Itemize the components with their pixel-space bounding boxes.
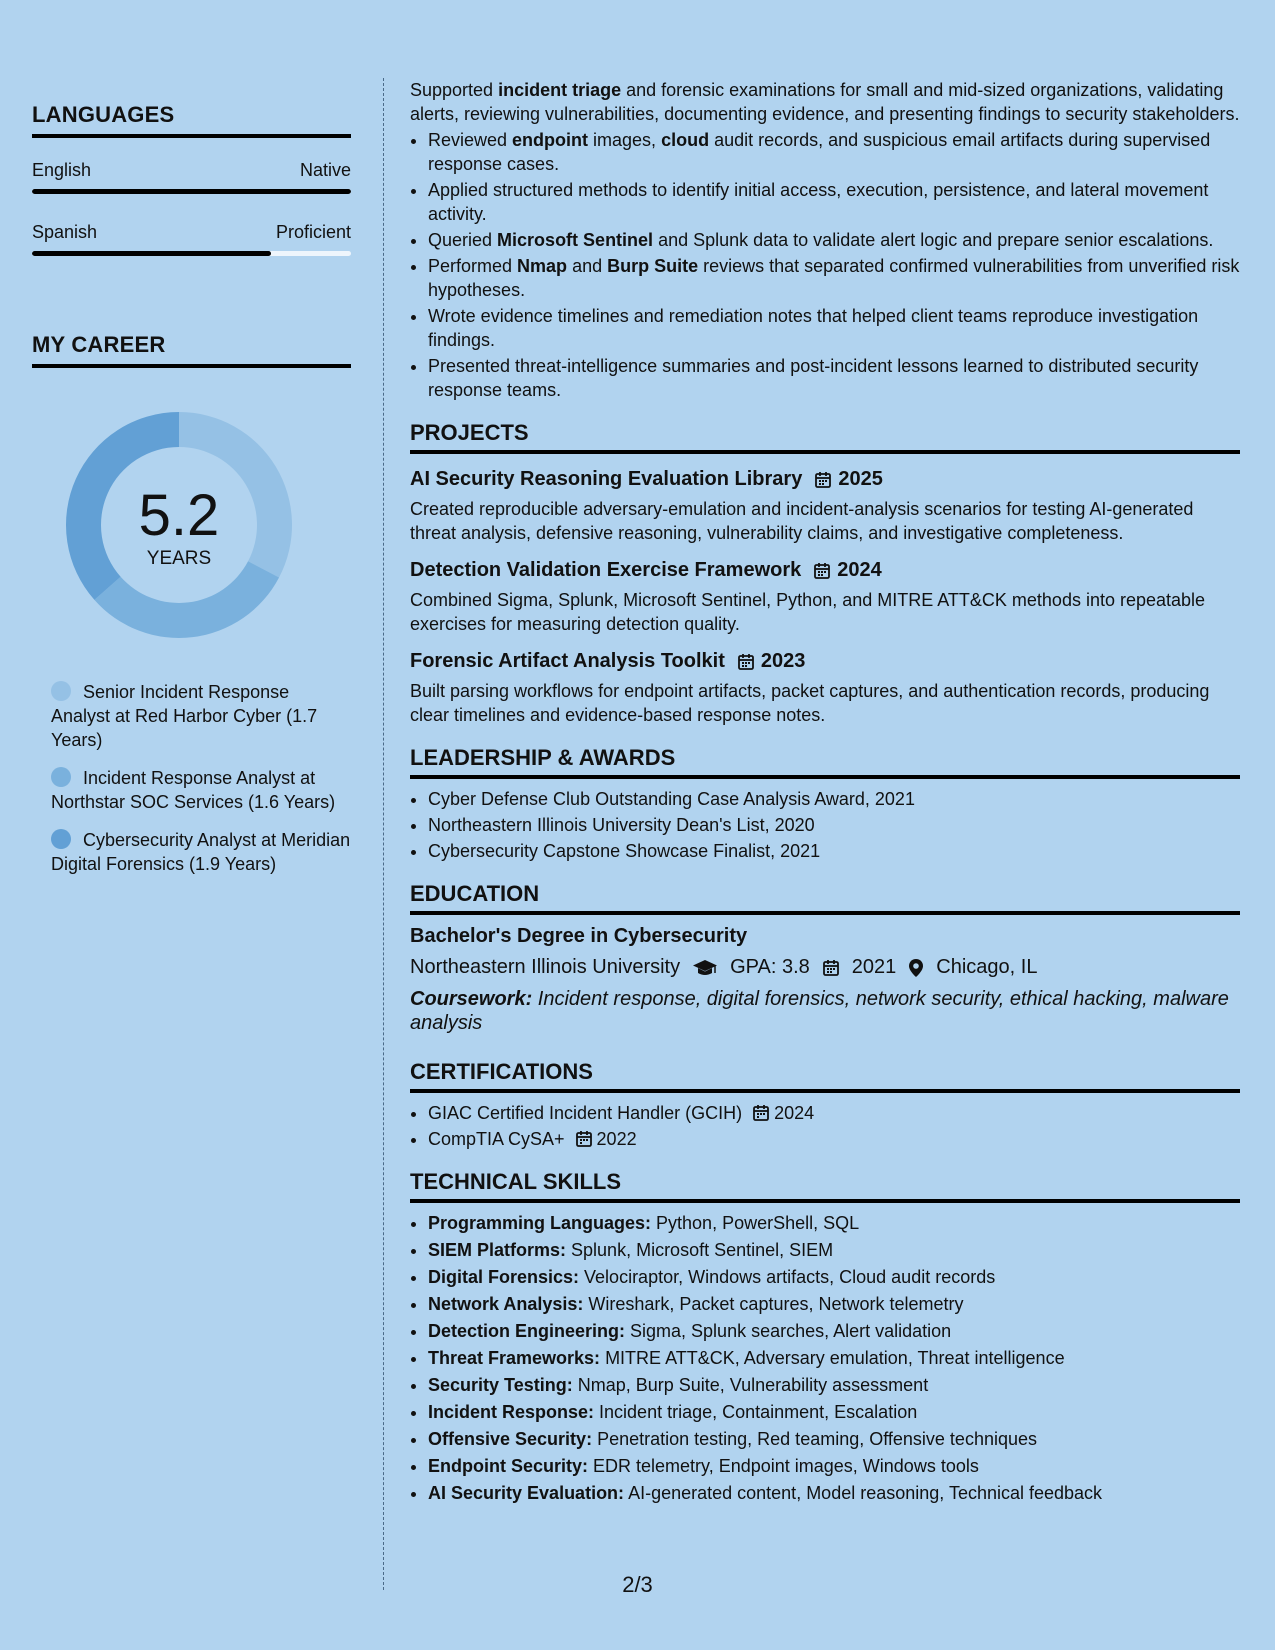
skill-item xyxy=(428,1211,1240,1235)
experience-bullet: • Presented threat-intelligence summaries and post-incident lessons learned to distributed security response teams. xyxy=(428,354,1240,402)
experience-bullet: • Wrote evidence timelines and remediation notes that helped client teams reproduce investigation findings. xyxy=(428,304,1240,352)
career-legend-label: Incident Response Analyst at Northstar SOC Services (1.6 Years) xyxy=(51,768,336,812)
skill-item xyxy=(428,1427,1240,1451)
education-location: Chicago, IL xyxy=(936,956,1038,978)
skill-label: Security Testing: xyxy=(428,1375,573,1395)
project-name: Forensic Artifact Analysis Toolkit xyxy=(410,650,725,672)
language-proficiency-fill xyxy=(32,251,271,256)
project-name: Detection Validation Exercise Framework xyxy=(410,559,802,581)
certification-year: 2022 xyxy=(596,1129,637,1149)
projects-heading: PROJECTS xyxy=(410,420,1240,454)
certification-name: GIAC Certified Incident Handler (GCIH) xyxy=(428,1103,743,1123)
skill-value: Wireshark, Packet captures, Network telemetry xyxy=(583,1294,964,1314)
skill-item xyxy=(428,1265,1240,1289)
award-item: • Northeastern Illinois University Dean's List, 2020 xyxy=(428,813,1240,837)
language-level: Proficient xyxy=(275,222,351,242)
bold-span: Microsoft Sentinel xyxy=(497,230,654,250)
sidebar xyxy=(32,78,351,890)
legend-dot-icon xyxy=(51,767,71,787)
skill-value: Velociraptor, Windows artifacts, Cloud audit records xyxy=(579,1267,996,1287)
certification-name: CompTIA CySA+ xyxy=(428,1129,565,1149)
skill-item xyxy=(428,1319,1240,1343)
donut-segment xyxy=(94,561,279,638)
bold-span: Nmap xyxy=(517,256,568,276)
certification-item xyxy=(428,1127,1240,1151)
bold-span: endpoint xyxy=(512,130,589,150)
language-proficiency-bar xyxy=(32,189,351,194)
skill-value: MITRE ATT&CK, Adversary emulation, Threat intelligence xyxy=(600,1348,1065,1368)
bold-span: cloud xyxy=(661,130,710,150)
skill-label: Endpoint Security: xyxy=(428,1456,589,1476)
legend-dot-icon xyxy=(51,681,71,701)
skill-value: Incident triage, Containment, Escalation xyxy=(594,1402,918,1422)
education-year: 2021 xyxy=(851,956,897,978)
skill-item xyxy=(428,1481,1240,1505)
career-legend-label: Cybersecurity Analyst at Meridian Digital Forensics (1.9 Years) xyxy=(51,830,351,874)
certification-year: 2024 xyxy=(774,1103,815,1123)
award-item: • Cybersecurity Capstone Showcase Finalist, 2021 xyxy=(428,839,1240,863)
language-proficiency-fill xyxy=(32,189,351,194)
skill-item xyxy=(428,1346,1240,1370)
career-legend xyxy=(51,680,351,876)
calendar-icon xyxy=(814,471,832,489)
page-number: 2/3 xyxy=(622,1572,653,1597)
education-coursework xyxy=(410,987,1240,1035)
experience-bullets xyxy=(410,128,1240,402)
skill-label: Incident Response: xyxy=(428,1402,595,1422)
skill-label: Digital Forensics: xyxy=(428,1267,580,1287)
project-item xyxy=(410,559,1240,636)
education-heading: EDUCATION xyxy=(410,881,1240,915)
text-span: and Splunk data to validate alert logic and prepare senior escalations. xyxy=(653,230,1214,250)
text-span: and forensic examinations for small and mid-sized organizations, validating alerts, reviewing vulnerabilities, documenting evidence, and presenting findings to security stakeholders. xyxy=(410,80,1240,124)
education-school: Northeastern Illinois University xyxy=(410,956,681,978)
text-span: reviews that separated confirmed vulnerabilities from unverified risk hypotheses. xyxy=(428,256,1240,300)
awards-list xyxy=(410,787,1240,863)
legend-dot-icon xyxy=(51,829,71,849)
career-donut-chart xyxy=(64,410,294,640)
career-legend-item xyxy=(51,828,351,876)
skill-item xyxy=(428,1400,1240,1424)
text-span: Performed xyxy=(428,256,518,276)
text-span: and xyxy=(567,256,608,276)
language-name: English xyxy=(32,160,92,180)
column-divider xyxy=(383,78,384,1590)
experience-summary xyxy=(410,78,1240,126)
experience-bullet xyxy=(428,128,1240,176)
career-legend-label: Senior Incident Response Analyst at Red Harbor Cyber (1.7 Years) xyxy=(51,682,318,750)
language-proficiency-bar xyxy=(32,251,351,256)
text-span: images, xyxy=(588,130,662,150)
certifications-heading: CERTIFICATIONS xyxy=(410,1059,1240,1093)
skill-value: EDR telemetry, Endpoint images, Windows tools xyxy=(588,1456,979,1476)
awards-heading: LEADERSHIP & AWARDS xyxy=(410,745,1240,779)
text-span: Reviewed xyxy=(428,130,513,150)
coursework-text: Incident response, digital forensics, network security, ethical hacking, malware analysis xyxy=(410,988,1229,1034)
calendar-icon xyxy=(737,653,755,671)
project-year: 2024 xyxy=(837,559,882,581)
main-content xyxy=(410,78,1240,1508)
skill-label: AI Security Evaluation: xyxy=(428,1483,625,1503)
graduation-cap-icon xyxy=(692,958,718,978)
calendar-icon xyxy=(575,1130,593,1148)
location-pin-icon xyxy=(908,958,924,978)
text-span: Supported xyxy=(410,80,499,100)
experience-bullet: • Applied structured methods to identify initial access, execution, persistence, and lateral movement activity. xyxy=(428,178,1240,226)
language-level: Native xyxy=(299,160,351,180)
career-heading: MY CAREER xyxy=(32,332,351,368)
project-year: 2025 xyxy=(838,468,883,490)
skill-value: AI-generated content, Model reasoning, Technical feedback xyxy=(624,1483,1103,1503)
experience-bullet xyxy=(428,254,1240,302)
skill-value: Penetration testing, Red teaming, Offensive techniques xyxy=(592,1429,1037,1449)
calendar-icon xyxy=(752,1104,770,1122)
career-legend-item xyxy=(51,766,351,814)
skill-item xyxy=(428,1238,1240,1262)
text-span: audit records, and suspicious email artifacts during supervised response cases. xyxy=(428,130,1211,174)
calendar-icon xyxy=(813,562,831,580)
project-item xyxy=(410,468,1240,545)
project-year: 2023 xyxy=(760,650,806,672)
project-name: AI Security Reasoning Evaluation Library xyxy=(410,468,803,490)
project-description: Created reproducible adversary-emulation and incident-analysis scenarios for testing AI-generated threat analysis, defensive reasoning, vulnerability claims, and investigative completeness. xyxy=(410,499,1194,543)
bold-span: incident triage xyxy=(498,80,622,100)
skills-heading: TECHNICAL SKILLS xyxy=(410,1169,1240,1203)
education-degree: Bachelor's Degree in Cybersecurity xyxy=(410,925,748,947)
skill-value: Splunk, Microsoft Sentinel, SIEM xyxy=(566,1240,834,1260)
language-item xyxy=(32,160,351,194)
project-description: Built parsing workflows for endpoint artifacts, packet captures, and authentication records, producing clear timelines and evidence-based response notes. xyxy=(410,681,1210,725)
coursework-label: Coursework: xyxy=(410,988,533,1010)
career-total-unit: YEARS xyxy=(146,548,212,569)
skill-label: Network Analysis: xyxy=(428,1294,584,1314)
experience-bullet xyxy=(428,228,1240,252)
project-description: Combined Sigma, Splunk, Microsoft Sentinel, Python, and MITRE ATT&CK methods into repeatable exercises for measuring detection quality. xyxy=(410,590,1206,634)
skill-label: SIEM Platforms: xyxy=(428,1240,567,1260)
career-legend-item xyxy=(51,680,351,752)
education-details xyxy=(410,956,1240,979)
skill-item xyxy=(428,1373,1240,1397)
project-item xyxy=(410,650,1240,727)
certifications-list xyxy=(410,1101,1240,1151)
skill-value: Python, PowerShell, SQL xyxy=(651,1213,860,1233)
language-item xyxy=(32,222,351,256)
skill-label: Detection Engineering: xyxy=(428,1321,626,1341)
skill-value: Sigma, Splunk searches, Alert validation xyxy=(625,1321,952,1341)
bold-span: Burp Suite xyxy=(607,256,699,276)
language-name: Spanish xyxy=(32,222,98,242)
education-gpa: GPA: 3.8 xyxy=(730,956,810,978)
skill-item xyxy=(428,1454,1240,1478)
languages-heading: LANGUAGES xyxy=(32,102,351,138)
skill-value: Nmap, Burp Suite, Vulnerability assessment xyxy=(572,1375,929,1395)
skills-list xyxy=(410,1211,1240,1505)
calendar-icon xyxy=(822,959,840,977)
skill-label: Offensive Security: xyxy=(428,1429,593,1449)
award-item: • Cyber Defense Club Outstanding Case Analysis Award, 2021 xyxy=(428,787,1240,811)
certification-item xyxy=(428,1101,1240,1125)
skill-label: Programming Languages: xyxy=(428,1213,652,1233)
skill-item xyxy=(428,1292,1240,1316)
text-span: Queried xyxy=(428,230,498,250)
career-total-years: 5.2 xyxy=(138,483,220,548)
skill-label: Threat Frameworks: xyxy=(428,1348,601,1368)
